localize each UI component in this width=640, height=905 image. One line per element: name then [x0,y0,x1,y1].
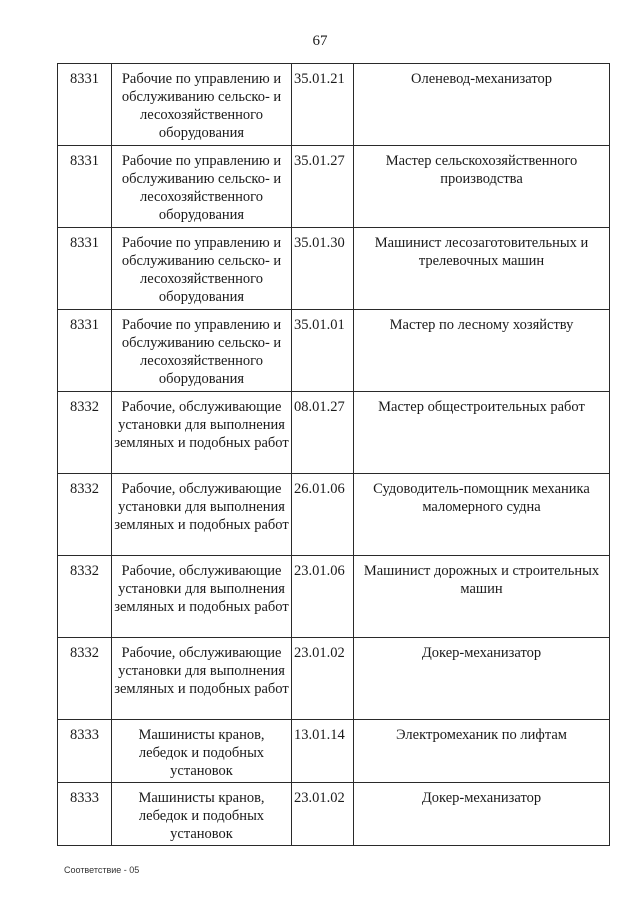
okz-code-cell: 8331 [58,310,112,392]
footer-note: Соответствие - 05 [64,865,140,875]
table-row [58,310,610,392]
occupation-group-cell: Рабочие, обслуживающие установки для выполнения земляных и подобных работ [112,556,292,638]
table-row [58,783,610,846]
occupation-group-cell: Машинисты кранов, лебедок и подобных установок [112,783,292,846]
profession-cell: Электромеханик по лифтам [354,720,610,783]
okz-code-cell: 8331 [58,228,112,310]
table-row [58,474,610,556]
profession-cell: Мастер по лесному хозяйству [354,310,610,392]
occupation-group-cell: Рабочие по управлению и обслуживанию сельско- и лесохозяйственного оборудования [112,310,292,392]
specialty-code-cell: 26.01.06 [292,474,354,556]
occupation-group-cell: Рабочие, обслуживающие установки для выполнения земляных и подобных работ [112,474,292,556]
table-row [58,228,610,310]
occupation-group-cell: Рабочие по управлению и обслуживанию сельско- и лесохозяйственного оборудования [112,146,292,228]
profession-cell: Докер-механизатор [354,638,610,720]
specialty-code-cell: 35.01.27 [292,146,354,228]
okz-code-cell: 8333 [58,783,112,846]
occupation-group-cell: Рабочие по управлению и обслуживанию сельско- и лесохозяйственного оборудования [112,228,292,310]
table-row [58,720,610,783]
okz-code-cell: 8333 [58,720,112,783]
profession-cell: Оленевод-механизатор [354,64,610,146]
professions-table [57,63,610,846]
specialty-code-cell: 35.01.01 [292,310,354,392]
profession-cell: Машинист лесозаготовительных и трелевочных машин [354,228,610,310]
occupation-group-cell: Рабочие, обслуживающие установки для выполнения земляных и подобных работ [112,638,292,720]
specialty-code-cell: 35.01.30 [292,228,354,310]
specialty-code-cell: 35.01.21 [292,64,354,146]
table-row [58,556,610,638]
okz-code-cell: 8332 [58,392,112,474]
occupation-group-cell: Рабочие, обслуживающие установки для выполнения земляных и подобных работ [112,392,292,474]
specialty-code-cell: 23.01.02 [292,783,354,846]
table-row [58,146,610,228]
okz-code-cell: 8332 [58,556,112,638]
table-row [58,64,610,146]
specialty-code-cell: 23.01.06 [292,556,354,638]
okz-code-cell: 8332 [58,474,112,556]
profession-cell: Докер-механизатор [354,783,610,846]
table-row [58,638,610,720]
occupation-group-cell: Рабочие по управлению и обслуживанию сельско- и лесохозяйственного оборудования [112,64,292,146]
specialty-code-cell: 08.01.27 [292,392,354,474]
okz-code-cell: 8331 [58,146,112,228]
okz-code-cell: 8332 [58,638,112,720]
occupation-group-cell: Машинисты кранов, лебедок и подобных установок [112,720,292,783]
specialty-code-cell: 13.01.14 [292,720,354,783]
okz-code-cell: 8331 [58,64,112,146]
profession-cell: Мастер общестроительных работ [354,392,610,474]
page-number: 67 [312,33,328,49]
profession-cell: Мастер сельскохозяйственного производства [354,146,610,228]
table-row [58,392,610,474]
specialty-code-cell: 23.01.02 [292,638,354,720]
profession-cell: Судоводитель-помощник механика маломерного судна [354,474,610,556]
profession-cell: Машинист дорожных и строительных машин [354,556,610,638]
